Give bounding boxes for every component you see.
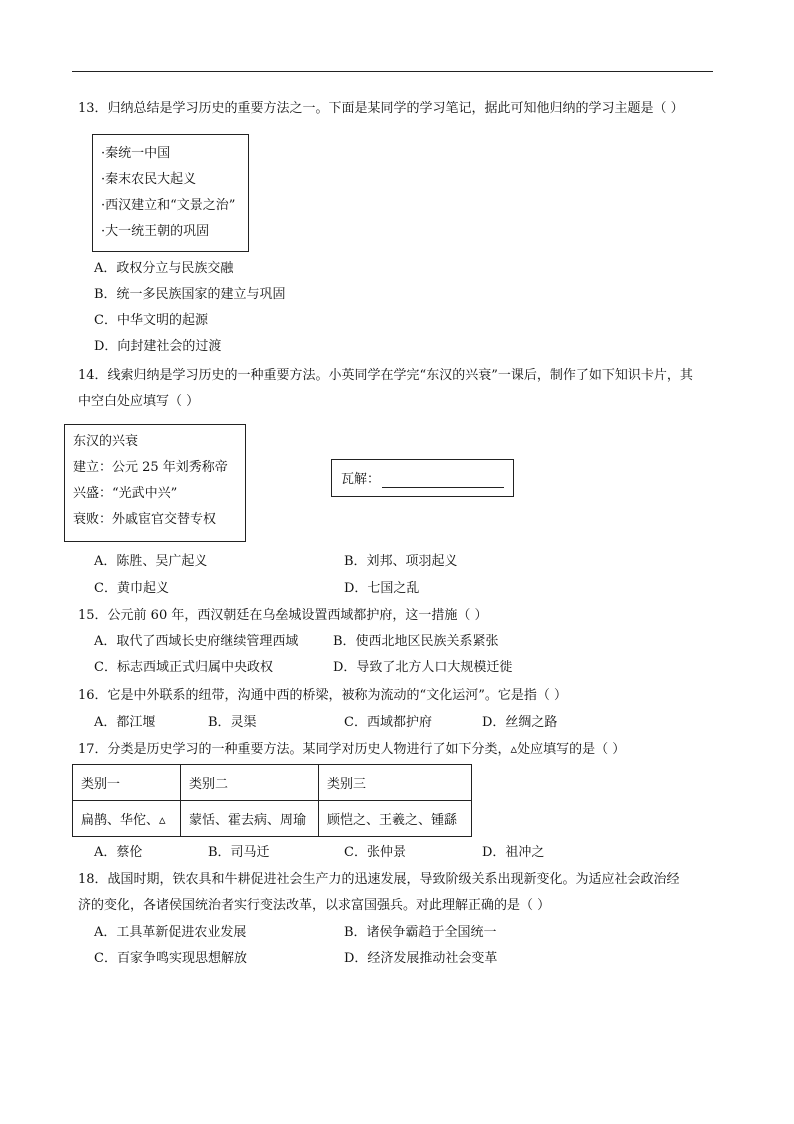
card-founding: 建立：公元 25 年刘秀称帝 [73, 460, 228, 475]
q16-option-b[interactable]: B．灵渠 [208, 715, 257, 730]
table-cell: 蒙恬、霍去病、周瑜 [181, 801, 319, 837]
q16-option-a[interactable]: A．都江堰 [94, 715, 156, 730]
q13-option-c[interactable]: C．中华文明的起源 [94, 313, 208, 328]
q13-stem: 13．归纳总结是学习历史的重要方法之一。下面是某同学的学习笔记，据此可知他归纳的学习主题是（ ） [78, 101, 684, 116]
table-row [73, 801, 472, 837]
q16-option-c[interactable]: C．西域都护府 [344, 715, 432, 730]
q13-option-a[interactable]: A．政权分立与民族交融 [94, 261, 234, 276]
q15-option-c[interactable]: C．标志西域正式归属中央政权 [94, 660, 273, 675]
header-rule [72, 71, 713, 72]
card-decline: 衰败：外戚宦官交替专权 [73, 512, 217, 527]
collapse-label: 瓦解： [341, 472, 381, 487]
q16-stem: 16．它是中外联系的纽带，沟通中西的桥梁，被称为流动的“文化运河”。它是指（ ） [78, 688, 567, 703]
q13-note: ·秦末农民大起义 [101, 172, 197, 187]
card-prosperity: 兴盛：“光武中兴” [73, 486, 178, 501]
q18-option-d[interactable]: D．经济发展推动社会变革 [344, 951, 498, 966]
table-cell: 扁鹊、华佗、▵ [73, 801, 181, 837]
q14-knowledge-card [64, 424, 246, 542]
table-header-row [73, 765, 472, 801]
q14-option-c[interactable]: C．黄巾起义 [94, 581, 169, 596]
header-cell: 类别三 [319, 765, 472, 801]
q13-option-d[interactable]: D．向封建社会的过渡 [94, 339, 222, 354]
q14-option-d[interactable]: D．七国之乱 [344, 581, 420, 596]
q13-note: ·西汉建立和“文景之治” [101, 198, 236, 213]
q15-option-a[interactable]: A．取代了西域长史府继续管理西域 [94, 634, 299, 649]
table-cell: 顾恺之、王羲之、锺繇 [319, 801, 472, 837]
q17-stem: 17．分类是历史学习的一种重要方法。某同学对历史人物进行了如下分类，▵处应填写的是（ ） [78, 742, 626, 757]
q18-stem-line1: 18．战国时期，铁农具和牛耕促进社会生产力的迅速发展，导致阶级关系出现新变化。为适应社会政治经 [78, 872, 680, 887]
q13-note: ·大一统王朝的巩固 [101, 224, 210, 239]
collapse-blank[interactable] [382, 475, 504, 488]
q13-note: ·秦统一中国 [101, 146, 171, 161]
q18-option-a[interactable]: A．工具革新促进农业发展 [94, 925, 247, 940]
q14-option-a[interactable]: A．陈胜、吴广起义 [94, 554, 208, 569]
q17-classification-table [72, 764, 472, 837]
q13-notes-box [92, 134, 249, 252]
q17-option-d[interactable]: D．祖冲之 [482, 845, 545, 860]
q15-option-d[interactable]: D．导致了北方人口大规模迁徙 [333, 660, 513, 675]
q15-stem: 15．公元前 60 年，西汉朝廷在乌垒城设置西域都护府，这一措施（ ） [78, 608, 488, 623]
q18-option-b[interactable]: B．诸侯争霸趋于全国统一 [344, 925, 497, 940]
q17-option-b[interactable]: B．司马迁 [208, 845, 270, 860]
q15-option-b[interactable]: B．使西北地区民族关系紧张 [333, 634, 499, 649]
header-cell: 类别一 [73, 765, 181, 801]
card-title: 东汉的兴衰 [73, 434, 139, 449]
q17-option-c[interactable]: C．张仲景 [344, 845, 406, 860]
q17-option-a[interactable]: A．蔡伦 [94, 845, 143, 860]
collapse-row [341, 472, 504, 488]
q18-option-c[interactable]: C．百家争鸣实现思想解放 [94, 951, 247, 966]
header-cell: 类别二 [181, 765, 319, 801]
q14-stem-line1: 14．线索归纳是学习历史的一种重要方法。小英同学在学完“东汉的兴衰”一课后，制作了如下知识卡片，其 [78, 368, 693, 383]
q18-stem-line2: 济的变化，各诸侯国统治者实行变法改革，以求富国强兵。对此理解正确的是（ ） [78, 898, 551, 913]
q13-option-b[interactable]: B．统一多民族国家的建立与巩固 [94, 287, 286, 302]
q14-collapse-box [331, 459, 514, 497]
q14-option-b[interactable]: B．刘邦、项羽起义 [344, 554, 458, 569]
q14-stem-line2: 中空白处应填写（ ） [78, 394, 200, 409]
q16-option-d[interactable]: D．丝绸之路 [482, 715, 558, 730]
